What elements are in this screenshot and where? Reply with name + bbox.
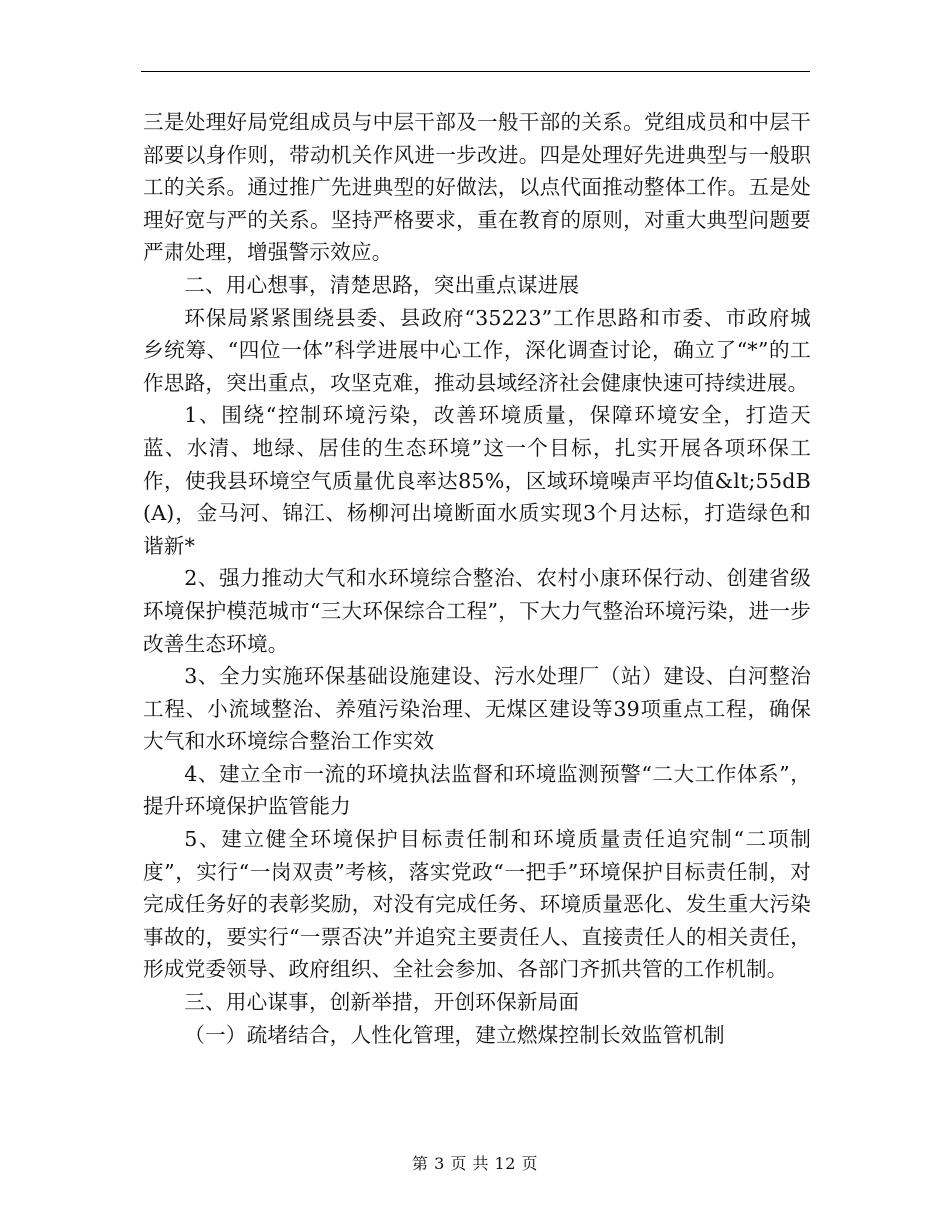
subheading-coal-control: （一）疏堵结合，人性化管理，建立燃煤控制长效监管机制 (184, 1022, 725, 1047)
list-item-1-goal: 1、围绕“控制环境污染，改善环境质量，保障环境安全，打造天蓝、水清、地绿、居佳的生态环境”这一个目标，扎实开展各项环保工作，使我县环境空气质量优良率达85%，区域环境噪声平均值&lt;55dB(A)，金马河、锦江、杨柳河出境断面水质实现3个月达标，打造绿色和谐新* (143, 403, 811, 558)
header-rule (141, 71, 810, 72)
list-item-4-systems: 4、建立全市一流的环境执法监督和环境监测预警“二大工作体系”，提升环境保护监管能力 (143, 761, 811, 819)
heading-section-three: 三、用心谋事，创新举措，开创环保新局面 (184, 990, 580, 1015)
list-item-5-responsibility: 5、建立健全环境保护目标责任制和环境质量责任追究制“二项制度”，实行“一岗双责”考核，落实党政“一把手”环境保护目标责任制，对完成任务好的表彰奖励，对没有完成任务、环境质量恶化、发生重大污染事故的，要实行“一票否决”并追究主要责任人、直接责任人的相关责任，形成党委领导、政府组织、全社会参加、各部门齐抓共管的工作机制。 (143, 827, 811, 982)
paragraph-work-approach: 环保局紧紧围绕县委、县政府“35223”工作思路和市委、市政府城乡统筹、“四位一体”科学进展中心工作，深化调查讨论，确立了“*”的工作思路，突出重点，攻坚克难，推动县域经济社会健康快速可持续进展。 (143, 305, 811, 395)
page-number-footer: 第 3 页 共 12 页 (412, 1154, 538, 1173)
list-item-2-projects: 2、强力推动大气和水环境综合整治、农村小康环保行动、创建省级环境保护模范城市“三大环保综合工程”，下大力气整治环境污染，进一步改善生态环境。 (143, 566, 811, 656)
document-body (143, 106, 811, 1051)
heading-section-two: 二、用心想事，清楚思路，突出重点谋进展 (184, 272, 580, 297)
list-item-3-infrastructure: 3、全力实施环保基础设施建设、污水处理厂（站）建设、白河整治工程、小流域整治、养殖污染治理、无煤区建设等39项重点工程，确保大气和水环境综合整治工作实效 (143, 664, 811, 754)
paragraph-intro-relations: 三是处理好局党组成员与中层干部及一般干部的关系。党组成员和中层干部要以身作则，带动机关作风进一步改进。四是处理好先进典型与一般职工的关系。通过推广先进典型的好做法，以点代面推动整体工作。五是处理好宽与严的关系。坚持严格要求，重在教育的原则，对重大典型问题要严肃处理，增强警示效应。 (143, 110, 811, 265)
